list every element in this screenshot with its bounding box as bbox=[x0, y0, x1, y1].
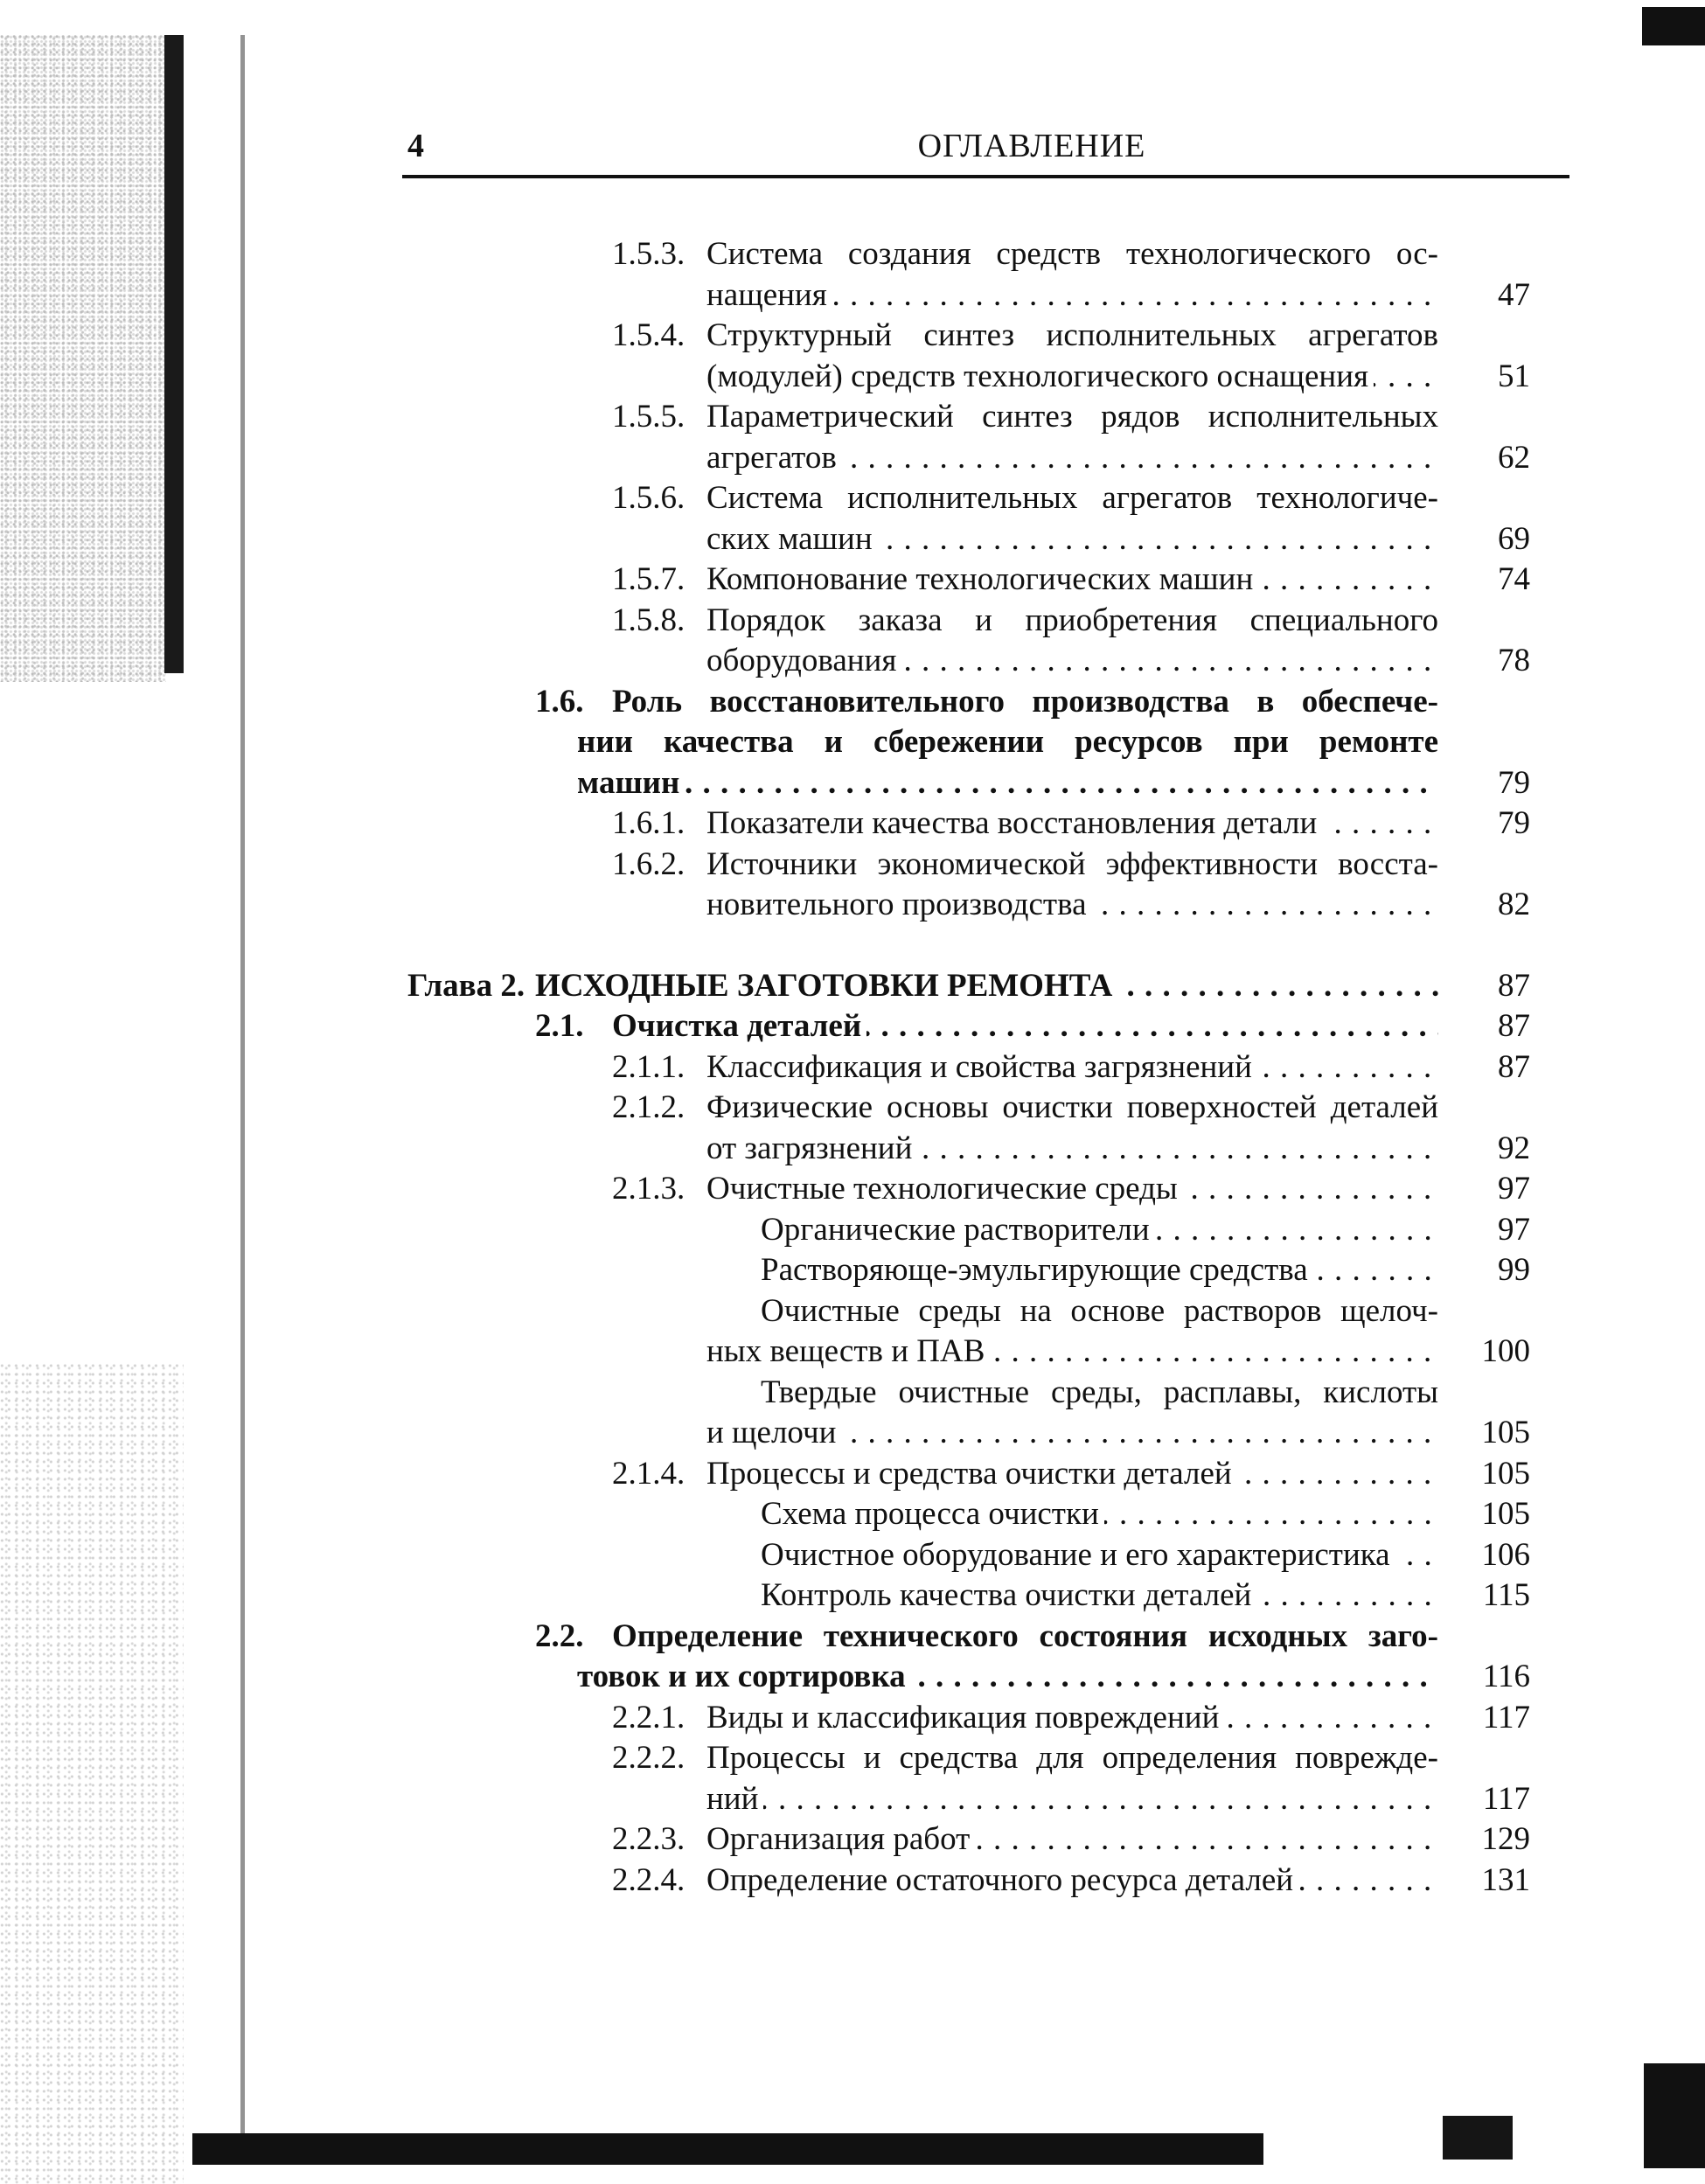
toc-entry-line bbox=[0, 1129, 1705, 1169]
toc-entry-page: 100 bbox=[1481, 1333, 1530, 1369]
toc-entry-title: новительного производства bbox=[706, 887, 1092, 922]
toc-entry-line bbox=[0, 1657, 1705, 1697]
toc-entry-page: 106 bbox=[1481, 1536, 1530, 1573]
toc-entry-page: 82 bbox=[1498, 887, 1530, 922]
toc-entry-title: Очистка деталей bbox=[612, 1008, 866, 1044]
toc-entry-line bbox=[0, 763, 1705, 803]
toc-entry-line bbox=[0, 1006, 1705, 1047]
toc-entry-line bbox=[0, 1738, 1705, 1778]
toc-entry-number: 2.1.3. bbox=[612, 1171, 685, 1207]
toc-entry-line bbox=[0, 1373, 1705, 1413]
toc-entry-line bbox=[0, 234, 1705, 275]
toc-entry-page: 99 bbox=[1498, 1252, 1530, 1288]
toc-entry-page: 116 bbox=[1482, 1659, 1530, 1694]
toc-entry-page: 105 bbox=[1481, 1415, 1530, 1450]
toc-entry-title: Контроль качества очистки деталей bbox=[761, 1577, 1256, 1613]
toc-entry-number: 2.1.4. bbox=[612, 1455, 685, 1492]
toc-entry-line bbox=[0, 1494, 1705, 1534]
toc-entry-title: ных веществ и ПАВ bbox=[706, 1333, 990, 1369]
toc-entry-title: Система исполнительных агрегатов технологиче- bbox=[706, 480, 1438, 516]
toc-entry-line bbox=[0, 885, 1705, 925]
toc-entry-page: 129 bbox=[1481, 1821, 1530, 1857]
toc-entry-title-leader bbox=[706, 885, 1438, 925]
toc-entry-title: (модулей) средств технологического оснащения bbox=[706, 358, 1374, 394]
toc-entry-title: Очистные среды на основе растворов щелоч- bbox=[761, 1292, 1438, 1329]
toc-entry-title: Определение технического состояния исходных заго- bbox=[612, 1617, 1438, 1654]
toc-entry-page: 87 bbox=[1498, 1008, 1530, 1044]
toc-entry-title: товок и их сортировка bbox=[577, 1659, 911, 1694]
toc-entry-number: 2.1. bbox=[535, 1008, 584, 1044]
toc-entry-number: 2.1.2. bbox=[612, 1089, 685, 1125]
toc-entry-page: 78 bbox=[1498, 643, 1530, 678]
toc-entry-line bbox=[0, 1454, 1705, 1494]
toc-entry-title: Параметрический синтез рядов исполнительных bbox=[706, 399, 1438, 435]
toc-entry-title-leader bbox=[706, 1332, 1438, 1372]
toc-entry-line bbox=[0, 1535, 1705, 1575]
toc-entry-title: Физические основы очистки поверхностей деталей bbox=[706, 1089, 1438, 1125]
toc-entry-line bbox=[0, 397, 1705, 437]
toc-entry-title-leader bbox=[706, 1413, 1438, 1453]
toc-entry-number: 2.1.1. bbox=[612, 1048, 685, 1085]
toc-entry-title-leader bbox=[577, 763, 1438, 803]
toc-entry-line bbox=[0, 601, 1705, 641]
toc-entry-number: 1.5.5. bbox=[612, 399, 685, 435]
toc-entry-title: машин bbox=[577, 765, 685, 801]
toc-entry-title: ских машин bbox=[706, 521, 878, 557]
toc-entry-title: Процессы и средства очистки деталей bbox=[706, 1456, 1237, 1492]
toc-entry-title-leader bbox=[761, 1494, 1438, 1534]
toc-entry-title-leader bbox=[706, 1779, 1438, 1819]
toc-entry-page: 69 bbox=[1498, 520, 1530, 557]
toc-entry-title: Растворяюще-эмульгирующие средства bbox=[761, 1252, 1313, 1288]
toc-entry-line bbox=[0, 722, 1705, 762]
toc-entry-page: 131 bbox=[1481, 1861, 1530, 1898]
toc-entry-title-leader bbox=[706, 1698, 1438, 1738]
toc-entry-title: Структурный синтез исполнительных агрегатов bbox=[706, 317, 1438, 353]
toc-entry-page: 115 bbox=[1482, 1577, 1530, 1613]
toc-entry-page: 105 bbox=[1481, 1455, 1530, 1492]
toc-entry-number: 1.5.8. bbox=[612, 602, 685, 638]
toc-entry-title-leader bbox=[706, 1454, 1438, 1494]
toc-entry-number: 1.5.3. bbox=[612, 236, 685, 272]
toc-entry-page: 117 bbox=[1482, 1780, 1530, 1817]
toc-entry-title: нии качества и сбережении ресурсов при ремонте bbox=[577, 724, 1438, 760]
toc-entry-title-leader bbox=[761, 1535, 1438, 1575]
toc-entry-title: Очистное оборудование и его характеристика bbox=[761, 1537, 1395, 1573]
toc-entry-line bbox=[0, 1819, 1705, 1860]
toc-entry-line bbox=[0, 1698, 1705, 1738]
toc-entry-title: Органические растворители bbox=[761, 1212, 1155, 1248]
toc-entry-title-leader bbox=[706, 357, 1438, 397]
toc-entry-number: 1.5.6. bbox=[612, 480, 685, 516]
toc-entry-line bbox=[0, 1291, 1705, 1332]
toc-entry-title: Источники экономической эффективности восста- bbox=[706, 845, 1438, 882]
toc-entry-title: Определение остаточного ресурса деталей bbox=[706, 1862, 1298, 1898]
toc-entry-line bbox=[0, 1047, 1705, 1088]
toc-entry-title: Очистные технологические среды bbox=[706, 1171, 1183, 1207]
toc-entry-page: 51 bbox=[1498, 358, 1530, 394]
toc-entry-title: Роль восстановительного производства в обеспече- bbox=[612, 683, 1438, 720]
toc-entry-title: Процессы и средства для определения поврежде- bbox=[706, 1740, 1438, 1776]
toc-entry-title: Показатели качества восстановления детали bbox=[706, 805, 1322, 841]
toc-entry-number: 1.5.4. bbox=[612, 317, 685, 353]
toc-entry-title-leader bbox=[706, 1819, 1438, 1860]
toc-entry-title: ний bbox=[706, 1781, 763, 1817]
toc-entry-title: агрегатов bbox=[706, 440, 842, 476]
toc-entry-page: 79 bbox=[1498, 764, 1530, 801]
toc-entry-number: 1.6.2. bbox=[612, 845, 685, 882]
toc-entry-page: 87 bbox=[1498, 1048, 1530, 1085]
toc-entry-page: 74 bbox=[1498, 561, 1530, 597]
toc-entry-line bbox=[0, 803, 1705, 844]
toc-entry-number: 1.6. bbox=[535, 683, 584, 720]
toc-entry-line bbox=[0, 966, 1705, 1006]
toc-entry-title-leader bbox=[761, 1575, 1438, 1616]
toc-entry-title: Классификация и свойства загрязнений bbox=[706, 1049, 1257, 1085]
toc-entry-title: оборудования bbox=[706, 643, 901, 678]
toc-entry-line bbox=[0, 316, 1705, 356]
toc-entry-title-leader bbox=[706, 1861, 1438, 1901]
toc-entry-title-leader bbox=[612, 1006, 1438, 1047]
toc-entry-title-leader bbox=[577, 1657, 1438, 1697]
toc-entry-page: 47 bbox=[1498, 276, 1530, 313]
toc-entry-title-leader bbox=[706, 1129, 1438, 1169]
toc-entry-title-leader bbox=[706, 1047, 1438, 1088]
toc-entry-number: 2.2.4. bbox=[612, 1861, 685, 1898]
toc-entry-title-leader bbox=[706, 519, 1438, 560]
toc-entry-title: от загрязнений bbox=[706, 1130, 917, 1166]
toc-entry-page: 92 bbox=[1498, 1130, 1530, 1166]
toc-entry-title-leader bbox=[706, 1169, 1438, 1209]
toc-entry-number: Глава 2. bbox=[407, 967, 525, 1004]
toc-entry-title: Компонование технологических машин bbox=[706, 561, 1258, 597]
toc-entry-page: 62 bbox=[1498, 439, 1530, 476]
toc-entry-title: Твердые очистные среды, расплавы, кислоты bbox=[761, 1374, 1438, 1410]
toc-entry-line bbox=[0, 682, 1705, 722]
toc-entry-line bbox=[0, 560, 1705, 600]
toc-entry-title: Схема процесса очистки bbox=[761, 1496, 1104, 1532]
toc-entry-title-leader bbox=[706, 641, 1438, 681]
toc-entry-title: и щелочи bbox=[706, 1415, 841, 1450]
toc-entry-line bbox=[0, 1861, 1705, 1901]
toc-entry-page: 79 bbox=[1498, 805, 1530, 841]
toc-entry-page: 87 bbox=[1498, 967, 1530, 1004]
toc-entry-number: 2.2.3. bbox=[612, 1821, 685, 1857]
toc-entry-page: 97 bbox=[1498, 1211, 1530, 1248]
toc-entry-line bbox=[0, 845, 1705, 885]
page-number: 4 bbox=[407, 128, 424, 164]
toc-entry-line bbox=[0, 1575, 1705, 1616]
toc-entry-number: 1.6.1. bbox=[612, 805, 685, 841]
toc-entry-line bbox=[0, 1617, 1705, 1657]
toc-entry-line bbox=[0, 1413, 1705, 1453]
toc-entry-line bbox=[0, 1332, 1705, 1372]
toc-entry-line bbox=[0, 641, 1705, 681]
toc-entry-number: 2.2.2. bbox=[612, 1740, 685, 1776]
toc-entry-line bbox=[0, 519, 1705, 560]
toc-entry-line bbox=[0, 1169, 1705, 1209]
toc-entry-page: 97 bbox=[1498, 1171, 1530, 1207]
toc-entry-title: Система создания средств технологического ос- bbox=[706, 236, 1438, 272]
toc-entry-title: Организация работ bbox=[706, 1821, 975, 1857]
toc-entry-line bbox=[0, 357, 1705, 397]
toc-entry-title-leader bbox=[706, 275, 1438, 316]
toc-entry-title-leader bbox=[706, 803, 1438, 844]
toc-entry-line bbox=[0, 1210, 1705, 1250]
toc-entry-title: нащения bbox=[706, 277, 832, 313]
toc-entry-title-leader bbox=[761, 1250, 1438, 1290]
toc-entry-line bbox=[0, 1250, 1705, 1290]
toc-entry-page: 105 bbox=[1481, 1496, 1530, 1532]
toc-entry-title-leader bbox=[706, 438, 1438, 478]
toc-entry-line bbox=[0, 275, 1705, 316]
toc-entry-page: 117 bbox=[1482, 1699, 1530, 1735]
toc-entry-title-leader bbox=[761, 1210, 1438, 1250]
toc-entry-title: Виды и классификация повреждений bbox=[706, 1700, 1224, 1735]
toc-entry-title: Порядок заказа и приобретения специального bbox=[706, 602, 1438, 638]
toc-entry-title-leader bbox=[535, 966, 1438, 1006]
toc-entry-number: 2.2. bbox=[535, 1617, 584, 1654]
toc-entry-title: ИСХОДНЫЕ ЗАГОТОВКИ РЕМОНТА bbox=[535, 968, 1117, 1004]
toc-entry-number: 2.2.1. bbox=[612, 1699, 685, 1735]
toc-entry-line bbox=[0, 1088, 1705, 1128]
running-title: ОГЛАВЛЕНИЕ bbox=[917, 128, 1146, 164]
toc-entry-line bbox=[0, 438, 1705, 478]
toc-entry-title-leader bbox=[706, 560, 1438, 600]
toc-entry-line bbox=[0, 478, 1705, 518]
toc-entry-number: 1.5.7. bbox=[612, 561, 685, 597]
toc-entry-line bbox=[0, 1779, 1705, 1819]
